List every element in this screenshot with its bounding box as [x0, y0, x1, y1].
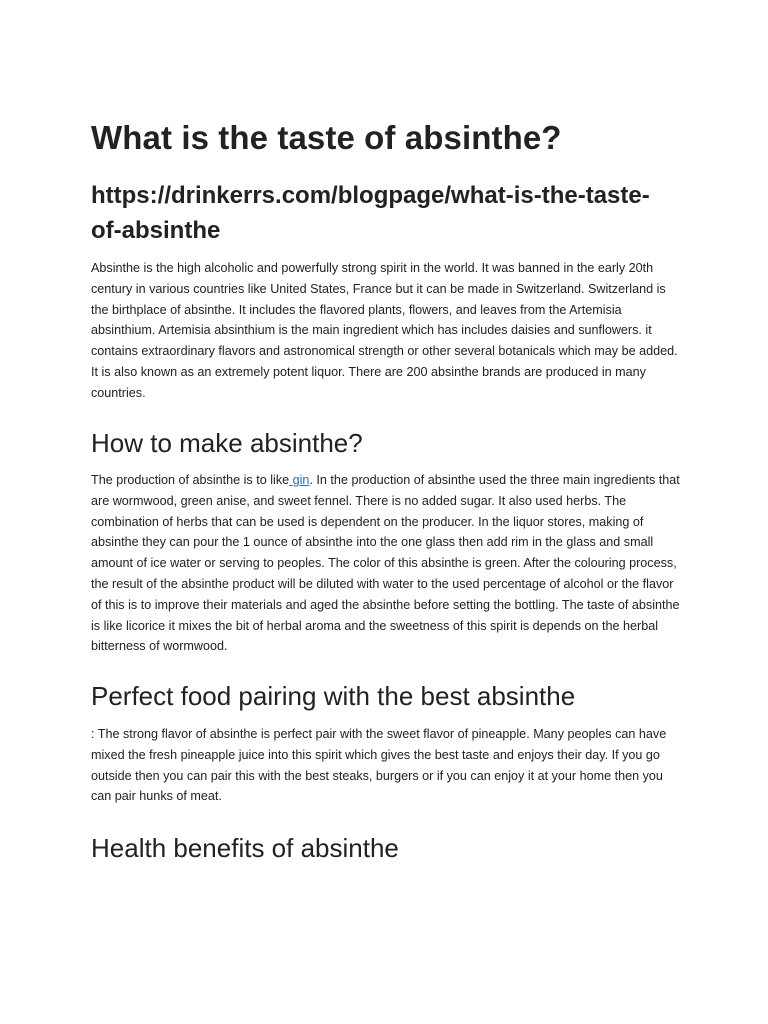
page-title: What is the taste of absinthe?: [91, 119, 562, 156]
paragraph-text-before-link: The production of absinthe is to like: [91, 473, 290, 487]
paragraph-text-after-link: . In the production of absinthe used the three main ingredients that are wormwood, green anise, and sweet fennel. There is no added sugar. It also used herbs. The combination of herbs that can be used is dependent on the producer. In the liquor stores, making of absinthe they can pour the 1 ounce of absinthe into the one glass then add rim in the glass and small amount of ice water or serving to peoples. The color of this absinthe is green. After the colouring process, the result of the absinthe product will be diluted with water to the used percentage of alcohol or the flavor of this is to improve their materials and aged the absinthe before setting the bottling. The taste of absinthe is like licorice it mixes the bit of herbal aroma and the sweetness of this spirit is depends on the herbal bitterness of wormwood.: [91, 473, 680, 654]
gin-link[interactable]: gin: [289, 473, 310, 487]
section-heading-food-pairing: Perfect food pairing with the best absinthe: [91, 681, 576, 711]
section-heading-health-benefits: Health benefits of absinthe: [91, 833, 399, 863]
how-to-make-paragraph: [91, 470, 681, 657]
food-pairing-paragraph: : The strong flavor of absinthe is perfect pair with the sweet flavor of pineapple. Many peoples can have mixed the fresh pineapple juice into this spirit which gives the best taste and enjoys their day. If you go outside then you can pair this with the best steaks, burgers or if you can enjoy it at your home then you can pair hunks of meat.: [91, 727, 667, 804]
source-url-heading: https://drinkerrs.com/blogpage/what-is-the-taste-of-absinthe: [91, 182, 650, 244]
section-heading-how-to-make: How to make absinthe?: [91, 428, 363, 458]
intro-paragraph: Absinthe is the high alcoholic and powerfully strong spirit in the world. It was banned in the early 20th century in various countries like United States, France but it can be made in Switzerland. Switzerland is the birthplace of absinthe. It includes the flavored plants, flowers, and leaves from the Artemisia absinthium. Artemisia absinthium is the main ingredient which has includes daisies and sunflowers. it contains extraordinary flavors and astronomical strength or other several botanicals which may be added. It is also known as an extremely potent liquor. There are 200 absinthe brands are produced in many countries.: [91, 261, 678, 400]
